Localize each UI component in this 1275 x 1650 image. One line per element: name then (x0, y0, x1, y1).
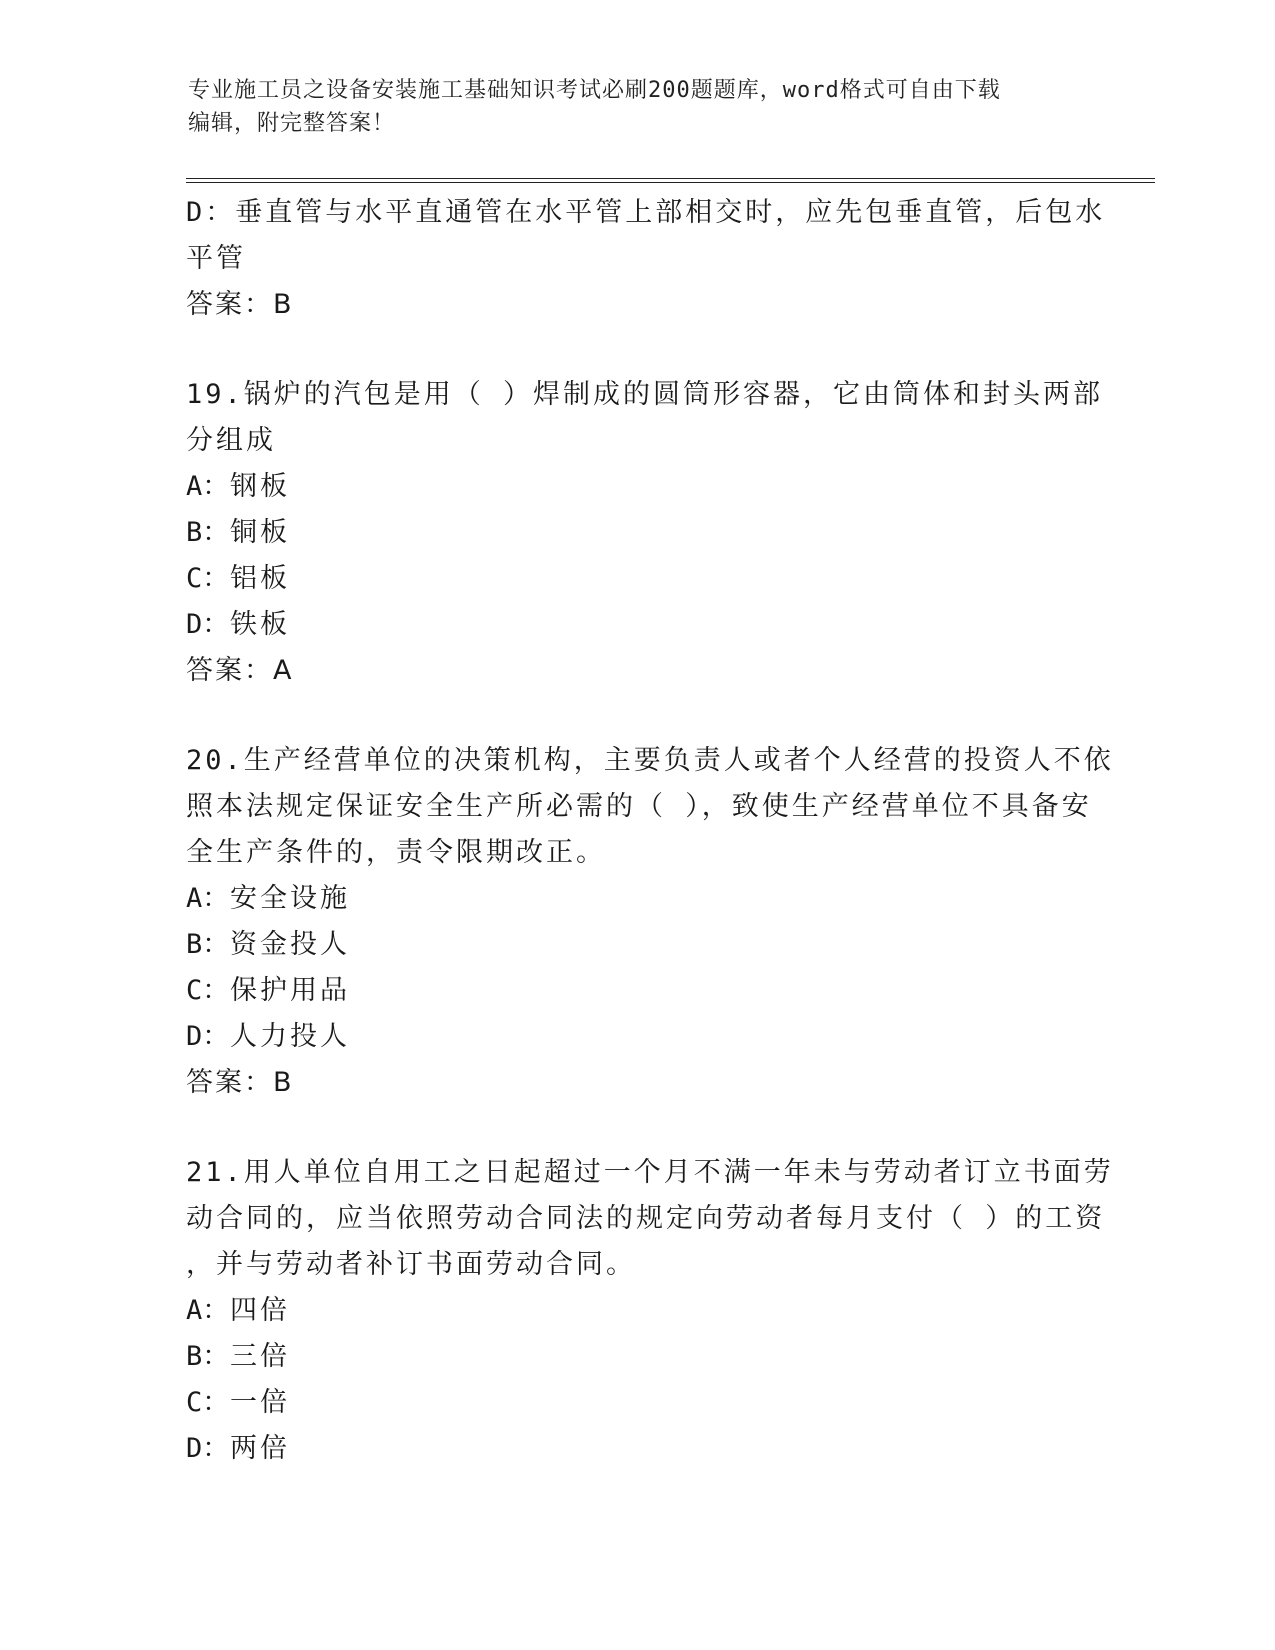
option-key: C： (186, 563, 230, 594)
question-stem: 全生产条件的，责令限期改正。 (186, 837, 606, 868)
option-text: 保护用品 (230, 975, 350, 1006)
option-text: 三倍 (230, 1341, 290, 1372)
option-text: 四倍 (230, 1295, 290, 1326)
option-text: 一倍 (230, 1387, 290, 1418)
option-key: A： (186, 883, 230, 914)
option-a (186, 464, 1086, 510)
question-stem: 21.用人单位自用工之日起超过一个月不满一年未与劳动者订立书面劳 (186, 1157, 1114, 1188)
option-d (186, 1014, 1086, 1060)
answer-line: 答案：A (186, 655, 294, 686)
header-title-line-1: 专业施工员之设备安装施工基础知识考试必刷200题题库，word格式可自由下载 (188, 78, 1001, 103)
question-21 (186, 1150, 1114, 1472)
option-text: 铝板 (230, 563, 290, 594)
option-c (186, 1380, 1086, 1426)
option-key: A： (186, 471, 230, 502)
option-text: 铁板 (230, 609, 290, 640)
question-19 (186, 372, 1104, 694)
question-stem: 分组成 (186, 425, 276, 456)
option-key: D： (186, 609, 230, 640)
option-text: 两倍 (230, 1433, 290, 1464)
option-key: D： (186, 1021, 230, 1052)
question-stem: 20.生产经营单位的决策机构，主要负责人或者个人经营的投资人不依 (186, 745, 1114, 776)
document-body (186, 190, 1114, 1472)
question-18-tail (186, 190, 1106, 328)
option-c (186, 968, 1086, 1014)
question-stem: ，并与劳动者补订书面劳动合同。 (186, 1249, 636, 1280)
option-b (186, 1334, 1086, 1380)
option-d-text: D：垂直管与水平直通管在水平管上部相交时，应先包垂直管，后包水 (186, 197, 1106, 228)
option-key: B： (186, 517, 230, 548)
page-header (188, 74, 1068, 140)
option-b (186, 922, 1086, 968)
question-stem: 动合同的，应当依照劳动合同法的规定向劳动者每月支付（ ）的工资 (186, 1203, 1106, 1234)
option-key: C： (186, 975, 230, 1006)
option-key: B： (186, 929, 230, 960)
header-title-line-2: 编辑，附完整答案！ (188, 111, 396, 136)
option-text: 钢板 (230, 471, 290, 502)
option-d (186, 602, 1086, 648)
option-key: D： (186, 1433, 230, 1464)
option-a (186, 1288, 1086, 1334)
option-text: 安全设施 (230, 883, 350, 914)
answer-line: 答案：B (186, 1067, 294, 1098)
option-text: 人力投人 (230, 1021, 350, 1052)
option-text: 铜板 (230, 517, 290, 548)
answer-line: 答案：B (186, 289, 294, 320)
option-key: A： (186, 1295, 230, 1326)
option-key: C： (186, 1387, 230, 1418)
option-c (186, 556, 1086, 602)
option-b (186, 510, 1086, 556)
question-stem: 照本法规定保证安全生产所必需的（ ），致使生产经营单位不具备安 (186, 791, 1092, 822)
option-key: B： (186, 1341, 230, 1372)
option-text: 资金投人 (230, 929, 350, 960)
header-divider (186, 178, 1155, 183)
question-20 (186, 738, 1114, 1106)
option-d-text-cont: 平管 (186, 243, 246, 274)
option-d (186, 1426, 1086, 1472)
option-a (186, 876, 1086, 922)
question-stem: 19.锅炉的汽包是用（ ）焊制成的圆筒形容器，它由筒体和封头两部 (186, 379, 1104, 410)
